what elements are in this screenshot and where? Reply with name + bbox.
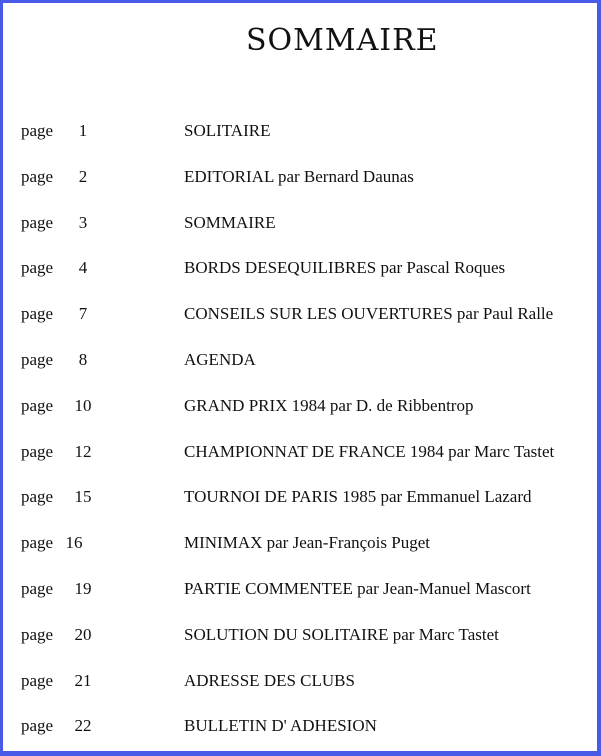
page-number: 8 — [78, 350, 88, 369]
entry-title: PARTIE COMMENTEE par Jean-Manuel Mascort — [184, 579, 531, 598]
page-number: 22 — [74, 716, 92, 735]
page-label: page — [21, 716, 54, 735]
page-label: page — [21, 258, 54, 277]
toc-row — [3, 671, 597, 697]
toc-row — [3, 167, 597, 193]
entry-title: SOLITAIRE — [184, 121, 271, 140]
entry-title: CHAMPIONNAT DE FRANCE 1984 par Marc Tastet — [184, 442, 555, 461]
toc-row — [3, 716, 597, 742]
entry-title: TOURNOI DE PARIS 1985 par Emmanuel Lazard — [184, 487, 532, 506]
page-number: 21 — [74, 671, 92, 690]
entry-title: BULLETIN D' ADHESION — [184, 716, 377, 735]
table-of-contents — [3, 3, 597, 751]
toc-row — [3, 258, 597, 284]
toc-row — [3, 304, 597, 330]
page-number: 20 — [74, 625, 92, 644]
entry-title: BORDS DESEQUILIBRES par Pascal Roques — [184, 258, 506, 277]
toc-row — [3, 396, 597, 422]
page-label: page — [21, 121, 54, 140]
page-title: SOMMAIRE — [246, 23, 439, 58]
page-label: page — [21, 350, 54, 369]
entry-title: SOMMAIRE — [184, 213, 276, 232]
toc-row — [3, 121, 597, 147]
page-label: page — [21, 167, 54, 186]
page-label: page — [21, 625, 54, 644]
entry-title: MINIMAX par Jean-François Puget — [184, 533, 430, 552]
toc-row — [3, 625, 597, 651]
page-label: page — [21, 304, 54, 323]
toc-row — [3, 579, 597, 605]
page-label: page — [21, 533, 54, 552]
entry-title: ADRESSE DES CLUBS — [184, 671, 355, 690]
page-number: 7 — [78, 304, 88, 323]
page-number: 19 — [74, 579, 92, 598]
page-label: page — [21, 579, 54, 598]
toc-row — [3, 487, 597, 513]
page-number: 4 — [78, 258, 88, 277]
toc-row — [3, 442, 597, 468]
toc-row — [3, 350, 597, 376]
entry-title: EDITORIAL par Bernard Daunas — [184, 167, 414, 186]
page-label: page — [21, 487, 54, 506]
toc-row — [3, 213, 597, 239]
page-label: page — [21, 213, 54, 232]
entry-title: AGENDA — [184, 350, 256, 369]
entry-title: GRAND PRIX 1984 par D. de Ribbentrop — [184, 396, 474, 415]
page-number: 3 — [78, 213, 88, 232]
page-number: 15 — [74, 487, 92, 506]
page-label: page — [21, 396, 54, 415]
page-number: 16 — [65, 533, 83, 552]
page-number: 1 — [78, 121, 88, 140]
page-label: page — [21, 442, 54, 461]
page-number: 12 — [74, 442, 92, 461]
page-number: 2 — [78, 167, 88, 186]
entry-title: CONSEILS SUR LES OUVERTURES par Paul Ralle — [184, 304, 554, 323]
page-number: 10 — [74, 396, 92, 415]
toc-row — [3, 533, 597, 559]
page-label: page — [21, 671, 54, 690]
entry-title: SOLUTION DU SOLITAIRE par Marc Tastet — [184, 625, 499, 644]
